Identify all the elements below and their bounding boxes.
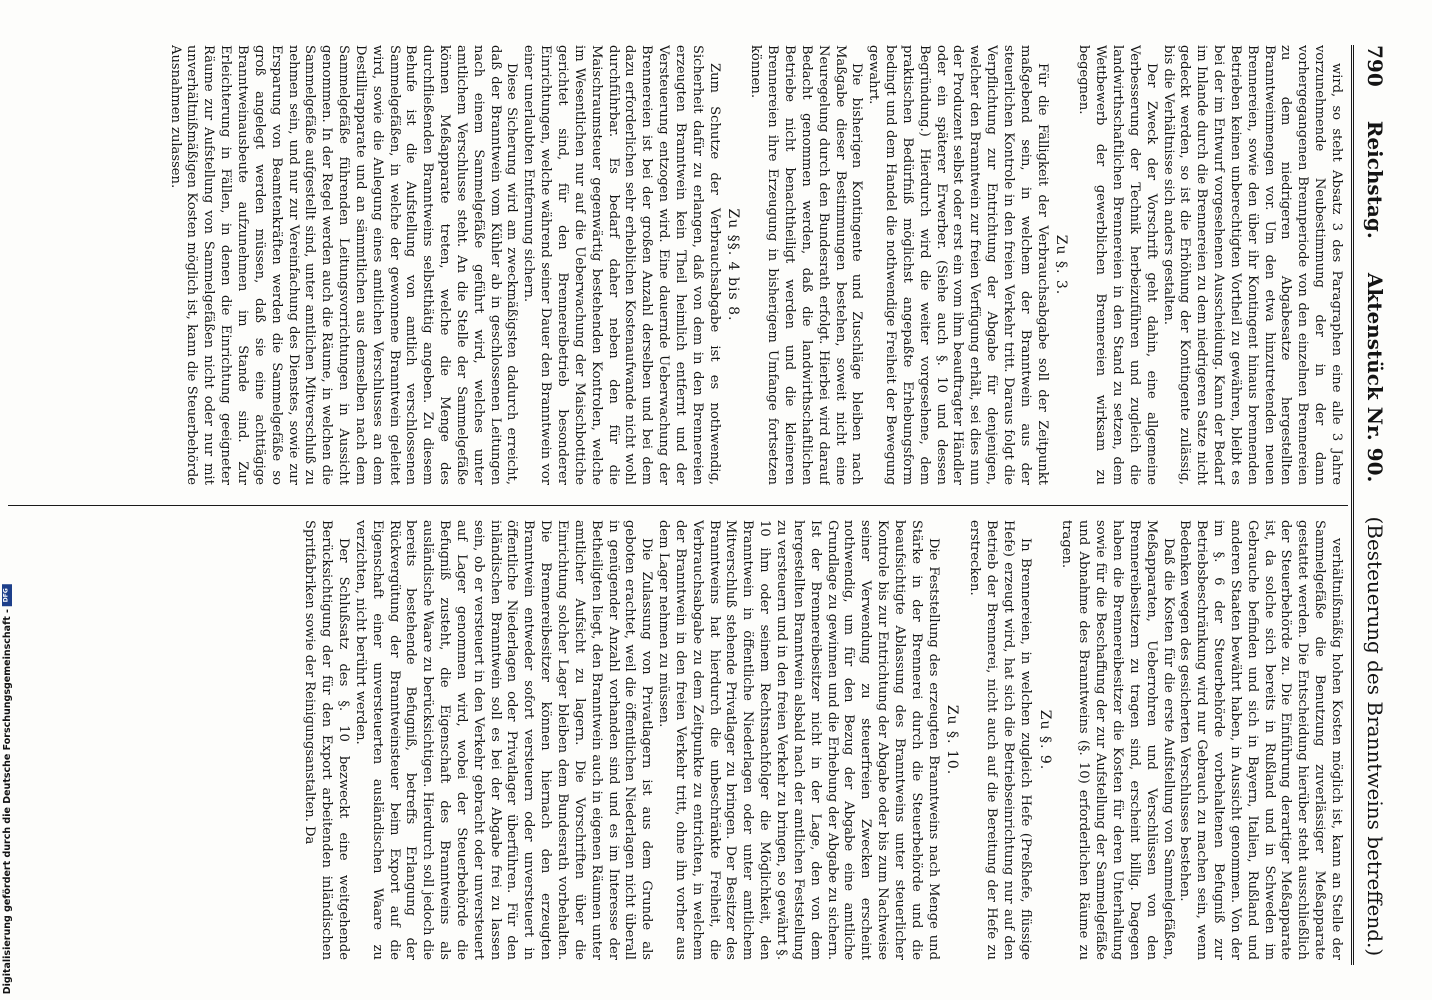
paragraph: In Brennereien, in welchen zugleich Hefe (Preßhefe, flüssige Hefe) erzeugt wird, hat sich die Betriebseinrichtung nur auf den Betrieb der Brennerei, nicht auch auf die Bereitung der Hefe zu erstrecken. <box>967 520 1033 960</box>
section-heading: Zu §§. 4 bis 8. <box>725 208 742 322</box>
paragraph: Der Zweck der Vorschrift geht dahin, eine allgemeine Verbesserung der Technik herbeizuführen und zugleich die landwirthschaftlichen Brennereien in den Stand zu setzen, dem Wettbewerb der gewerblichen Brennereien wirksam zu begegnen. <box>1076 45 1159 485</box>
paragraph: Die bisherigen Kontingente und Zuschläge bleiben nach Maßgabe dieser Bestimmungen bestehen, soweit nicht eine Neuregelung durch den Bundesrath erfolgt. Hierbei wird darauf Bedacht genommen werden, daß die landwirthschaftlichen Betriebe nicht benachtheiligt werden und die kleineren Brennereien ihre Erzeugung in bisherigem Umfange fortsetzen können. <box>748 45 865 485</box>
header-title: Reichstag. <box>1363 120 1387 239</box>
paragraph: Die Zulassung von Privatlagern ist aus dem Grunde als geboten erachtet, weil die öffentlichen Niederlagen nicht überall in genügender Anzahl vorhanden sind und es im Interesse der Betheiligten liegt, den Branntwein auch in eigenen Räumen unter amtlicher Aufsicht zu lagern. Die Vorschriften über die Einrichtung solcher Lager bleiben dem Bundesrath vorbehalten. Die Brennereibesitzer können hiernach den erzeugten Branntwein entweder sofort versteuern oder unversteuert in öffentliche Niederlagen oder Privatlager überführen. Für den inländischen Branntwein soll es bei der Abgabe frei zu lassen sein, ob er versteuert in den Verkehr gebracht oder unversteuert auf Lager genommen wird, wobei der Steuerbehörde die Befugniß zusteht, die Eigenschaft des Branntweins als ausländische Waare zu berücksichtigen. Hierdurch soll jedoch die bereits bestehende Befugniß, betreffs Erlangung der Rückvergütung der Branntweinsteuer beim Export auf die Eigenschaft einer unversteuerten ausländischen Waare zu verzichten, nicht berührt werden. <box>352 520 655 960</box>
paragraph: wird, so steht Absatz 3 des Paragraphen eine alle 3 Jahre vorzunehmende Neubestimmung der in der dann vorhergegangenen Brennperiode von den einzelnen Brennereien zu dem niedrigeren Abgabesatze hergestellten Branntweinmengen vor. Um den etwa hinzutretenden neuen Brennereien, sowie den über ihr Kontingent hinaus brennenden Betrieben keinen unberechtigten Vortheil zu gewähren, bleibt es bei der im Entwurf vorgesehenen Ausscheidung. Kann der Bedarf im Inlande durch die Brennereien zu dem niedrigeren Satze nicht gedeckt werden, so ist die Erhöhung der Kontingente zulässig, bis die Verhältnisse sich anders gestalten. <box>1160 45 1344 485</box>
paragraph: Der Schlußsatz des §. 10 bezweckt eine weitgehende Berücksichtigung der für den Export arbeitenden inländischen Spritfabriken sowie der Reinigungsanstalten. Da <box>302 520 352 960</box>
paragraph: verhältnißmäßig hohen Kosten möglich ist, kann an Stelle der Sammelgefäße die Benutzung zuverlässiger Meßapparate gestattet werden. Die Entscheidung hierüber steht ausschließlich der Steuerbehörde zu. Die Einführung derartiger Meßapparate ist, da solche sich bereits in Rußland und in Schweden im Gebrauche befinden und sich in Bayern, Italien, Rußland und anderen Staaten bewährt haben, in Aussicht genommen. Von der im §. 6 der Steuerbehörde vorbehaltenen Befugniß zur Betriebsbeschränkung wird nur Gebrauch zu machen sein, wenn Bedenken wegen des gesicherten Verschlusses bestehen. <box>1177 520 1344 960</box>
section-heading: Zu §. 10. <box>944 704 961 776</box>
page-header <box>1358 45 1392 965</box>
text-column-right <box>14 520 1344 960</box>
paragraph: Zum Schutze der Verbrauchsabgabe ist es nothwendig, Sicherheit dafür zu erlangen, daß von dem in den Brennereien erzeugten Branntwein kein Theil heimlich entfernt und der Versteuerung entzogen wird. Eine dauernde Ueberwachung der Brennereien ist bei der großen Anzahl derselben und bei dem dazu erforderlichen sehr erheblichen Kostenaufwande nicht wohl durchführbar. Es bedarf daher neben den für die Maischraumsteuer gegenwärtig bestehenden Kontrolen, welche im Wesentlichen nur auf die Ueberwachung der Maischbottiche gerichtet sind, für den Brennereibetrieb besonderer Einrichtungen, welche während seiner Dauer den Branntwein vor einer unerlaubten Entfernung sichern. <box>521 45 722 485</box>
digitization-footer <box>2 0 12 1000</box>
page-number: 790 <box>1363 45 1387 87</box>
header-rule <box>1351 45 1354 965</box>
document-subject: (Besteuerung des Branntweins betreffend.) <box>1363 516 1387 957</box>
section-heading: Zu §. 9. <box>1036 709 1053 771</box>
document-number: Aktenstück Nr. 90. <box>1363 272 1387 483</box>
paragraph: Für die Fälligkeit der Verbrauchsabgabe soll der Zeitpunkt maßgebend sein, in welchem der Branntwein aus der steuerlichen Kontrole in den freien Verkehr tritt. Daraus folgt die Verpflichtung zur Entrichtung der Abgabe für denjenigen, welcher den Branntwein zur freien Verfügung erhält, sei dies nun der Produzent selbst oder erst ein vom ihm beauftragter Händler oder ein späterer Erwerber. (Siehe auch §. 10 und dessen Begründung.) Hierdurch wird die weiter vorgesehene, dem praktischen Bedürfniß möglichst angepaßte Erhebungsform bedingt und dem Handel die nothwendige Freiheit der Bewegung gewahrt. <box>866 45 1050 485</box>
paragraph: Daß die Kosten für die erste Aufstellung von Sammelgefäßen, Meßapparaten, Ueberrohren und Verschlüssen von den Brennereibesitzern zu tragen sind, erscheint billig. Dagegen haben die Brennereibesitzer die Kosten für deren Unterhaltung sowie für die Beschaffung der zur Aufstellung der Sammelgefäße und Abnahme des Branntweins (§. 10) erforderlichen Räume zu tragen. <box>1059 520 1176 960</box>
footer-text: Digitalisierung gefördert durch die Deutsche Forschungsgemeinschaft - <box>1 608 13 994</box>
column-divider <box>8 505 1348 506</box>
section-heading: Zu §. 3. <box>1053 234 1070 296</box>
paragraph: Diese Sicherung wird am zweckmäßigsten dadurch erreicht, daß der Branntwein vom Kühler ab in geschlossenen Leitungen nach einem Sammelgefäße geführt wird, welches unter amtlichem Verschlusse steht. An die Stelle der Sammelgefäße können Meßapparate treten, welche die Menge des durchfließenden Branntweins selbstthätig angeben. Zu diesem Behufe ist die Aufstellung von amtlich verschlossenen Sammelgefäßen, in welche der gewonnene Branntwein geleitet wird, sowie die Anlegung eines amtlichen Verschlusses an dem Destillirapparate und an sämmtlichen aus demselben nach dem Sammelgefäße führenden Leitungsvorrichtungen in Aussicht genommen. In der Regel werden auch die Räume, in welchen die Sammelgefäße aufgestellt sind, unter amtlichen Mitverschluß zu nehmen sein, und nur zur Vereinfachung des Dienstes, sowie zur Ersparung von Beamtenkräften werden die Sammelgefäße so groß angelegt werden müssen, daß sie eine achttägige Branntweinausbeute aufzunehmen im Stande sind. Zur Erleichterung in Fällen, in denen die Einrichtung geeigneter Räume zur Aufstellung von Sammelgefäßen nicht oder nur mit unverhältnißmäßigen Kosten möglich ist, kann die Steuerbehörde Ausnahmen zulassen. <box>167 45 520 485</box>
paragraph: Die Feststellung des erzeugten Branntweins nach Menge und Stärke in der Brennerei durch die Steuerbehörde und die beaufsichtigte Ablassung des Branntweins unter steuerlicher Kontrole bis zur Entrichtung der Abgabe oder bis zum Nachweise seiner Verwendung zu steuerfreien Zwecken erscheint nothwendig, um für den Bezug der Abgabe eine amtliche Grundlage zu gewinnen und die Erhebung der Abgabe zu sichern. Ist der Brennereibesitzer nicht in der Lage, den von dem hergestellten Branntwein alsbald nach der amtlichen Feststellung zu versteuern und in den freien Verkehr zu bringen, so gewährt §. 10 ihm oder seinem Rechtsnachfolger die Möglichkeit, den Branntwein in öffentliche Niederlagen oder unter amtlichem Mitverschluß stehende Privatlager zu bringen. Der Besitzer des Branntweins hat hierdurch die unbeschränkte Freiheit, die Verbrauchsabgabe zu dem Zeitpunkte zu entrichten, in welchem der Branntwein in den freien Verkehr tritt, ohne ihn vorher aus dem Lager nehmen zu müssen. <box>656 520 941 960</box>
text-column-left <box>14 45 1344 485</box>
dfg-logo-icon: DFG <box>2 584 12 606</box>
